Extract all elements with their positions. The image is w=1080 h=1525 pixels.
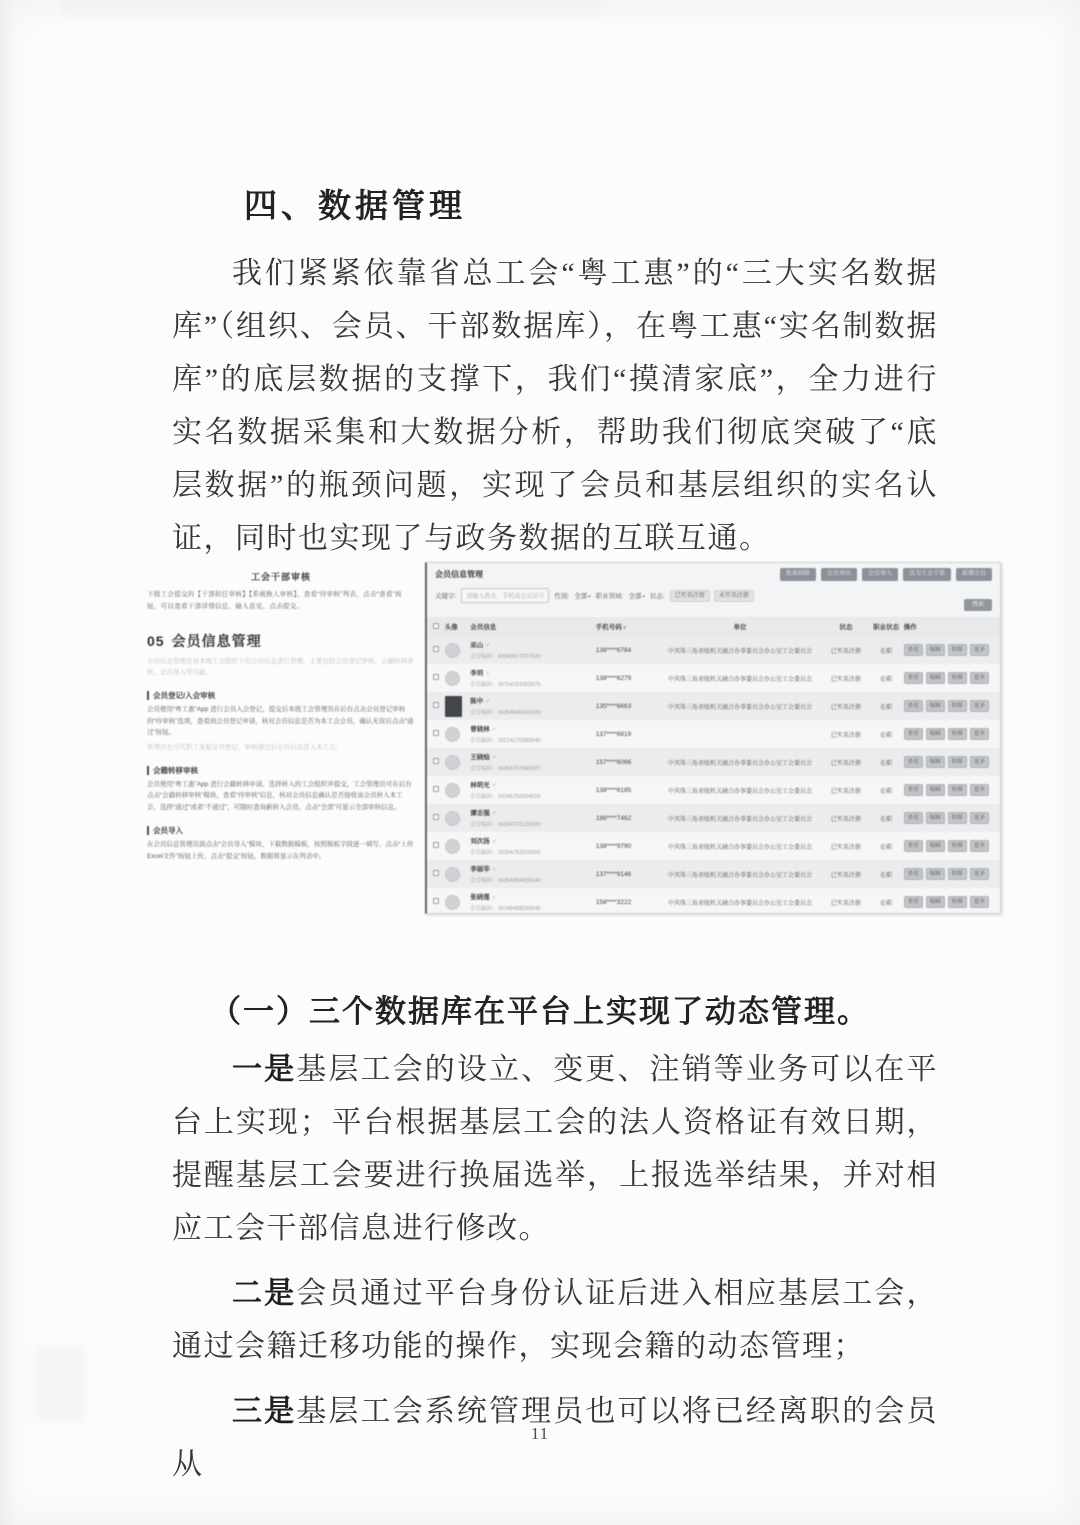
row-actions xyxy=(904,840,994,852)
item2-text: 会员通过平台身份认证后进入相应基层工会，通过会籍迁移功能的操作，实现会籍的动态管理； xyxy=(172,1277,939,1363)
member-unit: 中共珠三角省级机关融合办事委员会办公室工会委员会 xyxy=(667,648,812,655)
column-member-info: 会员信息 xyxy=(470,624,497,631)
checkbox-box xyxy=(433,870,439,876)
table-title: 会员信息管理 xyxy=(435,570,483,579)
member-name: 王晓灿 xyxy=(470,754,490,761)
manual-block-body: 会员使用“粤工惠”App 进行会籍转移申请，选择转入的工会组织并提交，工会管理员可在后台点击“会籍转移审核”模块，查看“待审核”信息，核对会员信息确认是否接收该会员转入本工会，选择“通过”或者“不通过”，可随时查询新转入会员，点击“全部”可显示全部审核信息。 xyxy=(147,780,412,811)
member-phone: 135****6663 xyxy=(595,702,632,710)
row-action-button: 更多 xyxy=(970,728,989,740)
status-chip: 已实名注册 xyxy=(670,590,710,602)
manual-block-heading: 会员导入 xyxy=(147,826,415,835)
manual-block-note: 管理员也可代职工发起会员登记，审核通过后会员信息进入本工会。 xyxy=(147,743,342,751)
member-unit: 中共珠三角省级机关融合办事委员会办公室工会委员会 xyxy=(667,760,812,767)
row-action-button: 转移 xyxy=(948,868,967,880)
status-chip: 未实名注册 xyxy=(714,590,754,602)
member-row xyxy=(427,664,1000,692)
row-action-button: 查看 xyxy=(904,700,923,712)
gender-icon: ♀ xyxy=(485,671,490,677)
member-unit: 中共珠三角省级机关融合办事委员会办公室工会委员会 xyxy=(667,900,812,907)
member-status: 已实名注册 xyxy=(830,760,861,767)
figure-toolbar xyxy=(780,568,992,581)
item3-lead: 三是 xyxy=(232,1395,297,1428)
row-action-button: 转移 xyxy=(948,728,967,740)
gender-icon: ♂ xyxy=(491,727,497,733)
manual-section-heading xyxy=(147,631,415,651)
member-name-line xyxy=(470,640,596,649)
member-row xyxy=(427,748,1000,776)
row-action-button: 转移 xyxy=(948,756,967,768)
row-action-button: 查看 xyxy=(904,644,923,656)
checkbox-icon xyxy=(433,730,445,738)
avatar xyxy=(445,867,471,882)
scan-artifact xyxy=(34,1345,86,1421)
avatar-placeholder xyxy=(445,867,460,882)
scan-artifact xyxy=(0,0,16,1525)
member-row xyxy=(427,832,1000,860)
avatar-placeholder xyxy=(445,895,460,910)
row-action-button: 编辑 xyxy=(926,672,945,684)
table-header-bar xyxy=(427,563,1000,584)
member-name-line xyxy=(470,696,596,705)
member-name: 巫山 xyxy=(470,642,484,649)
member-name: 李玥 xyxy=(470,670,484,677)
status-chips xyxy=(670,590,754,602)
row-actions xyxy=(904,644,994,656)
manual-block-heading: 会员登记/入会审核 xyxy=(147,691,415,700)
gender-select: 全部▾ xyxy=(574,593,591,600)
row-action-button: 编辑 xyxy=(926,840,945,852)
row-action-button: 查看 xyxy=(904,756,923,768)
item3-text: 基层工会系统管理员也可以将已经离职的会员从 xyxy=(172,1395,939,1481)
avatar-placeholder xyxy=(445,811,460,826)
member-unit: 中共珠三角省级机关融合办事委员会办公室工会委员会 xyxy=(667,788,812,795)
manual-blocks xyxy=(147,691,415,862)
member-phone: 138****6185 xyxy=(595,786,632,794)
gender-icon: ♀ xyxy=(491,867,497,873)
member-name-line xyxy=(470,752,596,761)
table-column-header xyxy=(427,617,1000,636)
avatar xyxy=(445,643,471,658)
paragraph-item1 xyxy=(172,1043,938,1255)
item1-lead: 一是 xyxy=(232,1053,297,1086)
avatar-placeholder xyxy=(445,839,460,854)
member-row xyxy=(427,692,1000,720)
member-code: 会员编码：16354084025640 xyxy=(470,878,541,884)
gender-label: 性别: xyxy=(554,593,570,600)
gender-icon: ♂ xyxy=(491,755,497,761)
checkbox-box xyxy=(433,674,439,680)
member-job-status: 在职 xyxy=(880,844,893,851)
member-job-status: 在职 xyxy=(880,648,893,655)
member-info-cell xyxy=(470,780,596,800)
member-name: 刘次扬 xyxy=(470,838,490,845)
keyword-input: 请输入姓名、手机或会员证号 xyxy=(461,588,549,603)
member-status: 已实名注册 xyxy=(830,676,861,683)
column-job-status: 职业状态 xyxy=(873,624,900,631)
avatar xyxy=(445,671,471,686)
member-job-status: 在职 xyxy=(880,900,893,907)
member-rows xyxy=(427,636,1000,914)
member-info-cell xyxy=(470,836,596,856)
member-info-cell xyxy=(470,696,596,716)
avatar xyxy=(445,895,471,910)
row-action-button: 编辑 xyxy=(926,644,945,656)
section-dynamic-management xyxy=(172,986,938,1491)
checkbox-icon xyxy=(433,702,445,710)
manual-section-note: 会员信息管理是对本级工会组织下的会员信息进行管理，主要包括会员登记审核、会籍转移审核、会员导入等功能。 xyxy=(147,658,414,676)
gender-icon: ♂ xyxy=(485,699,490,705)
member-name: 曾晓林 xyxy=(470,726,490,733)
row-actions xyxy=(904,868,994,880)
search-button: 搜索 xyxy=(964,599,992,611)
checkbox-box xyxy=(433,814,439,820)
row-action-button: 更多 xyxy=(970,756,989,768)
member-phone: 138****6784 xyxy=(595,646,632,654)
checkbox-box xyxy=(433,702,439,708)
column-status: 状态 xyxy=(839,624,853,631)
manual-section-title: 会员信息管理 xyxy=(171,633,262,649)
row-action-button: 转移 xyxy=(948,812,967,824)
member-unit: 中共珠三角省级机关融合办事委员会办公室工会委员会 xyxy=(667,704,812,711)
avatar-placeholder xyxy=(445,727,460,742)
row-action-button: 更多 xyxy=(970,784,989,796)
row-action-button: 更多 xyxy=(970,896,989,908)
checkbox-icon xyxy=(433,786,445,794)
checkbox-icon xyxy=(433,842,445,850)
member-status: 已实名注册 xyxy=(830,732,861,739)
checkbox-box xyxy=(433,786,439,792)
avatar xyxy=(445,755,471,770)
row-action-button: 转移 xyxy=(948,896,967,908)
member-info-cell xyxy=(470,640,596,660)
row-action-button: 查看 xyxy=(904,868,923,880)
row-action-button: 编辑 xyxy=(926,728,945,740)
row-actions xyxy=(904,896,994,908)
member-name-line xyxy=(470,780,596,789)
row-action-button: 编辑 xyxy=(926,700,945,712)
manual-block-heading: 会籍转移审核 xyxy=(147,766,415,775)
item1-text: 基层工会的设立、变更、注销等业务可以在平台上实现；平台根据基层工会的法人资格证有效日期，提醒基层工会要进行换届选举，上报选举结果，并对相应工会干部信息进行修改。 xyxy=(172,1053,939,1245)
checkbox-box xyxy=(433,898,439,904)
member-job-status: 在职 xyxy=(880,872,893,879)
row-action-button: 编辑 xyxy=(926,868,945,880)
avatar xyxy=(445,696,471,717)
member-status: 已实名注册 xyxy=(830,788,861,795)
member-row xyxy=(427,888,1000,914)
member-name: 李丽华 xyxy=(470,866,490,873)
member-info-cell xyxy=(470,724,596,744)
row-action-button: 转移 xyxy=(948,672,967,684)
member-code: 会员编码：16704151052075 xyxy=(470,682,541,688)
member-table-screenshot xyxy=(425,562,1001,914)
checkbox-icon xyxy=(433,814,445,822)
row-action-button: 更多 xyxy=(970,644,989,656)
row-action-button: 编辑 xyxy=(926,896,945,908)
checkbox-icon xyxy=(433,646,445,654)
avatar-placeholder xyxy=(445,755,460,770)
checkbox-icon xyxy=(433,674,445,682)
row-action-button: 查看 xyxy=(904,728,923,740)
dropdown-icon: ▾ xyxy=(588,594,591,600)
avatar xyxy=(445,783,471,798)
manual-intro: 下级工会提交的【干部拟任审核】【系统换人审核】，查看“待审核”列表，点击“查看”按钮，可以查看干部详情信息、输入意见、点击提交。 xyxy=(147,591,402,610)
member-code: 会员编码：43040917207920 xyxy=(470,654,541,660)
member-unit: 中共珠三角省级机关融合办事委员会办公室工会委员会 xyxy=(667,844,812,851)
member-job-status: 在职 xyxy=(880,676,893,683)
member-phone: 138****9790 xyxy=(595,842,632,850)
row-actions xyxy=(904,672,994,684)
checkbox-icon xyxy=(433,623,445,631)
manual-panel xyxy=(147,570,415,862)
manual-block-body: 会员使用“粤工惠”App 进行会员入会登记，提交后本级工会管理员在后台点击会员登记审核的“待审核”选项，查看到会员登记申请，核对会员信息是否为本工会会员，确认无误后点击“通过”按钮。 xyxy=(147,706,414,736)
avatar-placeholder xyxy=(445,783,460,798)
member-unit: 中共珠三角省级机关融合办事委员会办公室工会委员会 xyxy=(667,816,812,823)
member-row xyxy=(427,804,1000,832)
row-action-button: 查看 xyxy=(904,672,923,684)
dropdown-icon: ▾ xyxy=(642,594,645,600)
member-name-line xyxy=(470,836,596,845)
row-action-button: 更多 xyxy=(970,672,989,684)
row-action-button: 查看 xyxy=(904,784,923,796)
row-action-button: 编辑 xyxy=(926,812,945,824)
member-phone: 137****6819 xyxy=(595,730,632,738)
member-job-status: 在职 xyxy=(880,760,893,767)
checkbox-icon xyxy=(433,870,445,878)
gender-icon: ♂ xyxy=(491,811,497,817)
row-action-button: 编辑 xyxy=(926,784,945,796)
avatar-photo xyxy=(445,696,462,717)
member-name-line xyxy=(470,724,596,733)
member-status: 已实名注册 xyxy=(830,844,861,851)
member-info-cell xyxy=(470,752,596,772)
member-info-cell xyxy=(470,864,596,884)
member-name: 林明光 xyxy=(470,782,490,789)
embedded-screenshot xyxy=(145,562,1001,919)
column-unit: 单位 xyxy=(733,624,747,631)
member-status: 已实名注册 xyxy=(830,816,861,823)
row-action-button: 更多 xyxy=(970,812,989,824)
member-unit: 中共珠三角省级机关融合办事委员会办公室工会委员会 xyxy=(667,676,812,683)
member-name: 陈中 xyxy=(470,698,484,705)
manual-block-body: 在会员信息管理页面点击“会员导入”模块，下载数据模板，按照模板字段逐一填写，点击“上传Excel文件”按钮上传，点击“提交”按钮，数据将显示在列表中。 xyxy=(147,841,414,860)
avatar-placeholder xyxy=(445,643,460,658)
checkbox-box xyxy=(433,842,439,848)
gender-icon: ♂ xyxy=(491,783,497,789)
member-name-line xyxy=(470,892,596,901)
member-unit: 中共珠三角省级机关融合办事委员会办公室工会委员会 xyxy=(667,872,812,879)
scan-artifact xyxy=(60,0,600,16)
column-phone: 手机号码∨ xyxy=(595,624,627,631)
status-label: 状态: xyxy=(649,593,665,600)
member-row xyxy=(427,720,1000,748)
member-row xyxy=(427,860,1000,888)
member-name: 谭志强 xyxy=(470,810,490,817)
member-code: 会员编码：16749408250645 xyxy=(470,906,541,912)
member-status: 已实名注册 xyxy=(830,872,861,879)
member-job-status: 在职 xyxy=(880,816,893,823)
manual-section-number: 05 xyxy=(147,633,165,649)
row-actions xyxy=(904,700,994,712)
member-phone: 138****6279 xyxy=(595,674,632,682)
gender-icon: ♂ xyxy=(485,643,490,649)
member-code: 会员编码：16354646415026 xyxy=(470,710,541,716)
row-actions xyxy=(904,784,994,796)
row-action-button: 转移 xyxy=(948,840,967,852)
member-phone: 137****9146 xyxy=(595,870,632,878)
member-info-cell xyxy=(470,808,596,828)
row-action-button: 更多 xyxy=(970,868,989,880)
column-actions: 操作 xyxy=(903,624,917,631)
toolbar-button: 会员导出 xyxy=(821,568,857,581)
member-job-status: 在职 xyxy=(880,732,893,739)
row-actions xyxy=(904,812,994,824)
member-status: 已实名注册 xyxy=(830,648,861,655)
member-phone: 157****6066 xyxy=(595,758,632,766)
member-job-status: 在职 xyxy=(880,788,893,795)
row-action-button: 转移 xyxy=(948,700,967,712)
avatar-placeholder xyxy=(445,671,460,686)
checkbox-box xyxy=(433,730,439,736)
member-row xyxy=(427,776,1000,804)
member-job-status: 在职 xyxy=(880,704,893,711)
member-name-line xyxy=(470,864,596,873)
member-code: 会员编码：16204722126020 xyxy=(470,822,541,828)
field-label: 职业领域: xyxy=(595,593,624,600)
avatar xyxy=(445,727,471,742)
toolbar-button: 会员导入 xyxy=(862,568,898,581)
row-action-button: 编辑 xyxy=(926,756,945,768)
row-actions xyxy=(904,728,994,740)
gender-icon: ♀ xyxy=(491,895,497,901)
gender-icon: ♂ xyxy=(491,839,497,845)
keyword-label: 关键字: xyxy=(435,593,457,600)
row-action-button: 转移 xyxy=(948,644,967,656)
member-name-line xyxy=(470,668,596,677)
row-actions xyxy=(904,756,994,768)
member-status: 已实名注册 xyxy=(830,704,861,711)
section-heading: 四、数据管理 xyxy=(244,187,466,224)
toolbar-button: 新增会员 xyxy=(956,568,992,581)
member-phone: 158****3222 xyxy=(595,898,632,906)
column-avatar: 头像 xyxy=(444,624,458,631)
row-action-button: 更多 xyxy=(970,840,989,852)
item2-lead: 二是 xyxy=(232,1277,297,1310)
member-row xyxy=(427,636,1000,664)
checkbox-icon xyxy=(433,758,445,766)
section-data-management xyxy=(172,180,938,565)
page-number: 11 xyxy=(530,1424,550,1443)
row-action-button: 查看 xyxy=(904,896,923,908)
member-name: 张晓莲 xyxy=(470,894,490,901)
field-select: 全部▾ xyxy=(628,593,645,600)
subsection-heading: （一）三个数据库在平台上实现了动态管理。 xyxy=(210,994,870,1029)
checkbox-box xyxy=(433,758,439,764)
checkbox-box xyxy=(433,646,439,652)
toolbar-button: 批量移除 xyxy=(780,568,816,581)
member-phone: 186****7462 xyxy=(595,814,632,822)
member-code: 会员编码：16204762518260 xyxy=(470,850,541,856)
member-code: 会员编码：16304707040027 xyxy=(470,766,541,772)
avatar xyxy=(445,811,471,826)
filter-bar xyxy=(427,584,1000,605)
row-action-button: 转移 xyxy=(948,784,967,796)
sort-icon: ∨ xyxy=(622,625,627,631)
paragraph-intro: 我们紧紧依靠省总工会“粤工惠”的“三大实名数据库”（组织、会员、干部数据库），在粤工惠“实名制数据库”的底层数据的支撑下，我们“摸清家底”，全力进行实名数据采集和大数据分析，帮助我们彻底突破了“底层数据”的瓶颈问题，实现了会员和基层组织的实名认证，同时也实现了与政务数据的互联互通。 xyxy=(172,257,938,555)
toolbar-button: 设为工会干部 xyxy=(903,568,951,581)
member-status: 已实名注册 xyxy=(830,900,861,907)
member-name-line xyxy=(470,808,596,817)
member-code: 会员编码：16046702054016 xyxy=(470,794,541,800)
member-code: 会员编码：16214170282640 xyxy=(470,738,541,744)
avatar xyxy=(445,839,471,854)
row-action-button: 查看 xyxy=(904,812,923,824)
member-info-cell xyxy=(470,668,596,688)
member-info-cell xyxy=(470,892,596,912)
checkbox-icon xyxy=(433,898,445,906)
paragraph-item2 xyxy=(172,1267,938,1373)
manual-title: 工会干部审核 xyxy=(250,572,311,582)
row-action-button: 更多 xyxy=(970,700,989,712)
row-action-button: 查看 xyxy=(904,840,923,852)
